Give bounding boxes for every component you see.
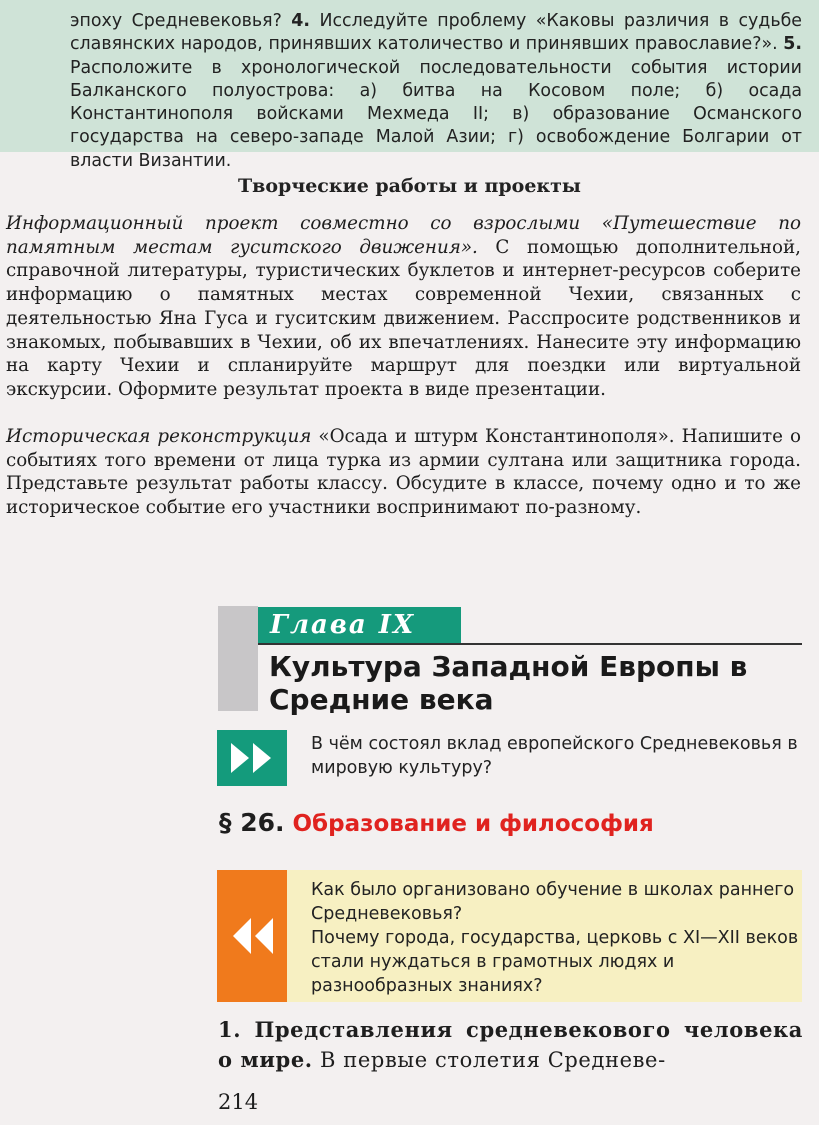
subsection-text: В первые столетия Средневе- (312, 1048, 666, 1072)
question-4-text: Исследуйте проблему «Каковы различия в судьбе славянских народов, принявших католичество и принявших православие?». (70, 11, 803, 55)
section-heading: Творческие работы и проекты (238, 175, 581, 197)
paragraph-title: Образование и философия (292, 811, 654, 837)
bleed-through (0, 965, 120, 1065)
chapter-title: Культура Западной Европы в Средние века (269, 650, 748, 716)
project-1 (6, 212, 801, 402)
questions-text (70, 10, 802, 173)
project-1-text: С помощью дополнительной, справочной литературы, туристических буклетов и интернет-ресурсов соберите информацию о памятных местах современной Чехии, связанных с деятельностью Яна Гуса и гуситским движением. Расспросите родственников и знакомых, побывавших в Чехии, об их впечатлениях. Нанесите эту информацию на карту Чехии и спланируйте маршрут для поездки или виртуальной экскурсии. Оформите результат проекта в виде презентации. (6, 236, 801, 400)
question-3-tail: эпоху Средневековья? (70, 11, 292, 31)
rewind-icon (217, 870, 287, 1002)
chapter-question: В чём состоял вклад европейского Средневековья в мировую культуру? (311, 734, 798, 778)
subsection-heading: 1. Представления средневекового человека о мире. (218, 1017, 803, 1072)
question-4-number: 4. (291, 11, 310, 31)
chapter-side-bar (218, 606, 258, 711)
question-5-text: Расположите в хронологической последовательности события истории Балканского полуострова: а) битва на Косовом поле; б) осада Константинополя войсками Мехмеда II; в) образование Османского государства на северо-западе Малой Азии; г) освобождение Болгарии от власти Византии. (70, 57, 802, 171)
subsection (218, 1015, 803, 1075)
forward-box (217, 730, 287, 786)
page-number: 214 (218, 1090, 259, 1114)
paragraph-questions (287, 870, 802, 1002)
chapter-rule (258, 643, 802, 645)
paragraph-question-2: Почему города, государства, церковь с XI—XII веков стали нуждаться в грамотных людях и разнообразных знаниях? (311, 928, 799, 996)
fast-forward-icon (217, 730, 287, 786)
questions-block (0, 0, 819, 171)
project-2-text: «Осада и штурм Константинополя». Напишите о событиях того времени от лица турка из армии султана или защитника города. Представьте результат работы классу. Обсудите в классе, почему одно и то же историческое событие его участники воспринимают по-разному. (6, 426, 802, 519)
paragraph-question-1: Как было организовано обучение в школах раннего Средневековья? (311, 880, 795, 924)
rewind-box (217, 870, 287, 1002)
project-2-title: Историческая реконструкция (6, 426, 312, 447)
chapter-label: Глава IX (258, 607, 461, 644)
project-1-title: Информационный проект совместно со взрослыми «Путешествие по памятным местам гуситского движения». (6, 213, 801, 258)
paragraph-number: § 26. (219, 808, 285, 837)
project-2 (6, 425, 801, 520)
paragraph-heading (219, 808, 654, 837)
question-5-number: 5. (783, 34, 802, 55)
